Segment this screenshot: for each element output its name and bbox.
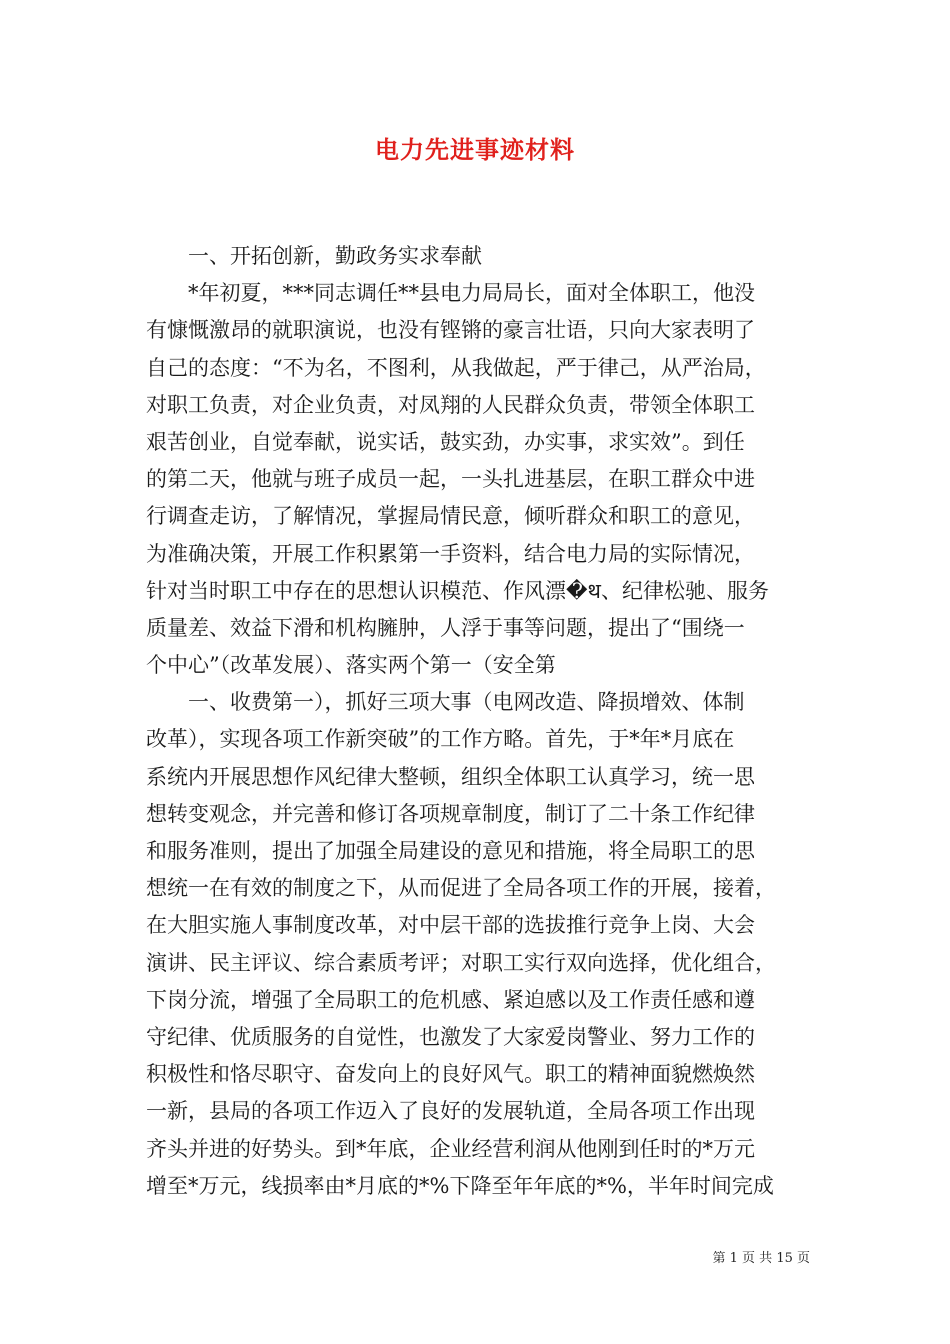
paragraph-line: 为准确决策，开展工作积累第一手资料，结合电力局的实际情况， <box>146 541 755 566</box>
paragraph-line: 想转变观念，并完善和修订各项规章制度，制订了二十条工作纪律 <box>146 801 755 826</box>
paragraph-line: 行调查走访，了解情况，掌握局情民意，倾听群众和职工的意见， <box>146 504 755 529</box>
page-number: 第 1 页 共 15 页 <box>712 1251 810 1266</box>
paragraph-line: 对职工负责，对企业负责，对凤翔的人民群众负责，带领全体职工 <box>146 392 755 417</box>
paragraph-line: 个中心”（改革发展）、落实两个第一（安全第 <box>146 653 556 678</box>
paragraph-line: 在大胆实施人事制度改革，对中层干部的选拔推行竞争上岗、大会 <box>146 913 755 938</box>
paragraph-line: 一新，县局的各项工作迈入了良好的发展轨道，全局各项工作出现 <box>146 1099 755 1124</box>
paragraph-line: 和服务准则，提出了加强全局建设的意见和措施，将全局职工的思 <box>146 839 755 863</box>
paragraph-line: 自己的态度：“不为名，不图利，从我做起，严于律己，从严治局， <box>146 355 766 380</box>
paragraph-line: 下岗分流，增强了全局职工的危机感、紧迫感以及工作责任感和遵 <box>146 987 755 1012</box>
paragraph-line: 改革），实现各项工作新突破”的工作方略。首先，于*年*月底在 <box>146 727 735 752</box>
paragraph-line: *年初夏，***同志调任**县电力局局长，面对全体职工，他没 <box>188 281 755 306</box>
paragraph-line: 增至*万元，线损率由*月底的*%下降至年年底的*%，半年时间完成 <box>146 1173 774 1198</box>
paragraph-line: 的第二天，他就与班子成员一起，一头扎进基层，在职工群众中进 <box>146 467 755 492</box>
document-body <box>146 238 818 1205</box>
paragraph-line: 艰苦创业，自觉奉献，说实话，鼓实劲，办实事，求实效”。到任 <box>146 429 745 454</box>
paragraph-line: 演讲、民主评议、综合素质考评；对职工实行双向选择，优化组合， <box>146 950 776 975</box>
paragraph-line: 守纪律、优质服务的自觉性，也激发了大家爱岗警业、努力工作的 <box>146 1024 755 1049</box>
document-title: 电力先进事迹材料 <box>375 135 575 164</box>
paragraph-line: 质量差、效益下滑和机构臃肿，人浮于事等问题，提出了“围绕一 <box>146 615 745 640</box>
paragraph-line: 系统内开展思想作风纪律大整顿，组织全体职工认真学习，统一思 <box>146 764 755 789</box>
paragraph-line: 积极性和恪尽职守、奋发向上的良好风气。职工的精神面貌燃焕然 <box>146 1062 755 1087</box>
paragraph-line: 针对当时职工中存在的思想认识模范、作风漂�थ、纪律松驰、服务 <box>146 578 769 603</box>
paragraph-line: 想统一在有效的制度之下，从而促进了全局各项工作的开展，接着， <box>146 876 776 901</box>
paragraph-line: 一、收费第一），抓好三项大事（电网改造、降损增效、体制 <box>188 690 745 715</box>
paragraph-line: 齐头并进的好势头。到*年底，企业经营利润从他刚到任时的*万元 <box>146 1136 755 1161</box>
paragraph-line: 有慷慨激昂的就职演说，也没有铿锵的豪言壮语，只向大家表明了 <box>146 318 755 343</box>
section-heading: 一、开拓创新，勤政务实求奉献 <box>188 244 482 268</box>
